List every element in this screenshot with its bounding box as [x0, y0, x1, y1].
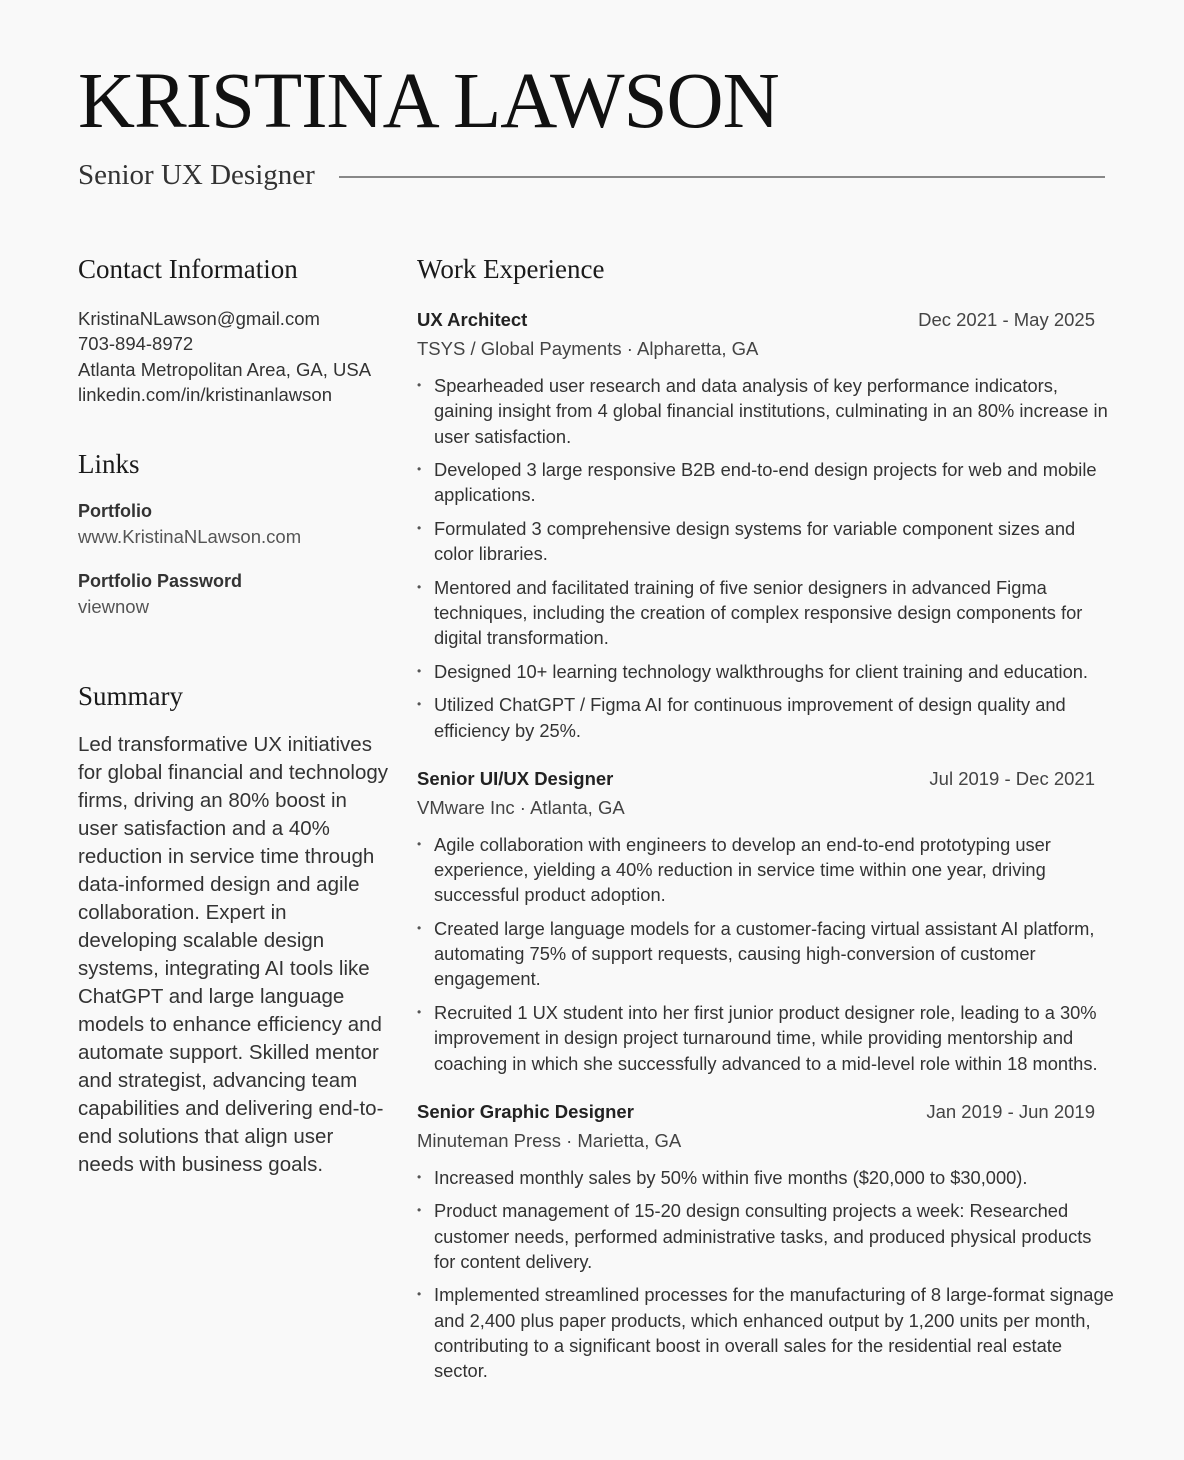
link-item-portfolio-password [78, 569, 388, 619]
main-column [417, 252, 1117, 1392]
bullet-item: • Agile collaboration with engineers to develop an end-to-end prototyping user experience, yielding a 40% reduction in service time within one year, driving successful product adoption. [417, 832, 1117, 908]
job-bullets [417, 373, 1117, 743]
summary-heading: Summary [78, 681, 183, 712]
link-label: Portfolio Password [78, 571, 243, 592]
bullet-item: • Developed 3 large responsive B2B end-to-end design projects for web and mobile applications. [417, 457, 1117, 508]
header-divider [339, 176, 1105, 178]
job-company: VMware Inc · Atlanta, GA [417, 796, 625, 818]
candidate-name: KRISTINA LAWSON [78, 58, 779, 145]
bullet-item: • Product management of 15-20 design consulting projects a week: Researched customer needs, performed administrative tasks, and produced physical products for content delivery. [417, 1198, 1117, 1274]
job-bullets [417, 1165, 1117, 1384]
job-company: TSYS / Global Payments · Alpharetta, GA [417, 338, 759, 359]
job-header [417, 306, 1095, 333]
bullet-item: • Utilized ChatGPT / Figma AI for continuous improvement of design quality and efficiency by 25%. [417, 692, 1117, 743]
bullet-item: • Recruited 1 UX student into her first junior product designer role, leading to a 30% improvement in design project turnaround time, while providing mentorship and coaching in which she successfully advanced to a mid-level role within 18 months. [417, 1000, 1117, 1076]
job-title-headline: Senior UX Designer [78, 159, 315, 191]
contact-email[interactable]: KristinaNLawson@gmail.com [78, 308, 320, 329]
job-bullets [417, 832, 1117, 1076]
job-entry [417, 306, 1117, 743]
job-title: Senior UI/UX Designer [417, 767, 614, 789]
contact-list [78, 306, 388, 407]
job-dates: Jul 2019 - Dec 2021 [929, 767, 1095, 789]
summary-text: Led transformative UX initiatives for global financial and technology firms, driving an 80% boost in user satisfaction and a 40% reduction in service time through data-informed design and agile collaboration. Expert in developing scalable design systems, integrating AI tools like ChatGPT and large language models to enhance efficiency and automate support. Skilled mentor and strategist, advancing team capabilities and delivering end-to-end solutions that align user needs with business goals. [78, 733, 388, 1177]
contact-phone[interactable]: 703-894-8972 [78, 333, 194, 355]
job-header [417, 765, 1095, 792]
bullet-item: • Increased monthly sales by 50% within five months ($20,000 to $30,000). [417, 1165, 1117, 1190]
contact-location: Atlanta Metropolitan Area, GA, USA [78, 358, 372, 380]
job-title: Senior Graphic Designer [417, 1100, 634, 1122]
job-entry [417, 765, 1117, 1076]
job-company: Minuteman Press · Marietta, GA [417, 1129, 682, 1151]
experience-heading: Work Experience [417, 254, 605, 284]
sidebar-column [78, 252, 388, 1179]
link-label: Portfolio [78, 501, 152, 522]
job-dates: Dec 2021 - May 2025 [918, 309, 1095, 330]
job-dates: Jan 2019 - Jun 2019 [926, 1100, 1095, 1122]
bullet-item: • Spearheaded user research and data analysis of key performance indicators, gaining insight from 4 global financial institutions, culminating in an 80% increase in user satisfaction. [417, 373, 1117, 449]
link-item-portfolio [78, 499, 388, 549]
links-heading: Links [78, 449, 140, 480]
bullet-item: • Created large language models for a customer-facing virtual assistant AI platform, automating 75% of support requests, causing high-conversion of customer engagement. [417, 916, 1117, 992]
bullet-item: • Implemented streamlined processes for the manufacturing of 8 large-format signage and 2,400 plus paper products, which enhanced output by 1,200 units per month, contributing to a significant boost in overall sales for the residential real estate sector. [417, 1282, 1117, 1383]
bullet-item: • Mentored and facilitated training of five senior designers in advanced Figma techniques, including the creation of complex responsive design components for digital transformation. [417, 575, 1117, 651]
bullet-item: • Formulated 3 comprehensive design systems for variable component sizes and color libraries. [417, 516, 1117, 567]
contact-linkedin[interactable]: linkedin.com/in/kristinanlawson [78, 383, 332, 405]
bullet-item: • Designed 10+ learning technology walkthroughs for client training and education. [417, 659, 1117, 684]
portfolio-url[interactable]: www.KristinaNLawson.com [78, 526, 302, 548]
contact-heading: Contact Information [78, 254, 298, 284]
job-header [417, 1098, 1095, 1125]
job-title: UX Architect [417, 309, 528, 330]
portfolio-password: viewnow [78, 596, 149, 618]
subtitle-row [78, 158, 1105, 193]
job-entry [417, 1098, 1117, 1384]
